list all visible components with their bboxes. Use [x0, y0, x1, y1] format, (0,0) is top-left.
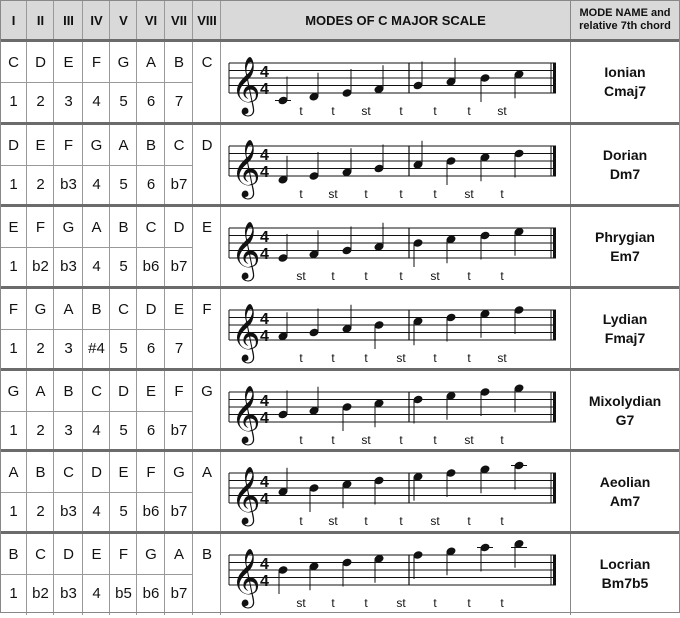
step-label: t [299, 187, 303, 201]
relative-chord: G7 [615, 411, 635, 428]
degree-cell [193, 574, 221, 613]
step-label: t [433, 187, 437, 201]
step-label: t [433, 104, 437, 118]
step-label: t [467, 596, 471, 610]
staff-svg [221, 452, 570, 531]
step-label: t [364, 596, 368, 610]
step-label: t [399, 269, 403, 283]
step-label: t [364, 514, 368, 528]
final-barline [553, 310, 556, 340]
time-signature-top: 4 [260, 229, 269, 246]
note-cell: F [91, 53, 102, 71]
roman-numeral-header: VIII [193, 0, 221, 40]
degree-cell [193, 411, 221, 450]
final-barline [553, 63, 556, 93]
step-label: t [331, 104, 335, 118]
note-cell: G [7, 382, 20, 400]
note-cell: G [145, 545, 157, 563]
note-cell: E [173, 300, 184, 318]
roman-numeral-header: III [54, 0, 83, 40]
degree-cell: b7 [170, 503, 188, 520]
degree-cell: 1 [9, 340, 18, 357]
note-cell: A [35, 382, 46, 400]
roman-numeral-header: VII [165, 0, 193, 40]
degree-cell: b6 [142, 585, 160, 602]
degree-cell: 2 [36, 176, 45, 193]
cell-divider [0, 574, 193, 575]
step-label: t [331, 269, 335, 283]
step-label: t [467, 104, 471, 118]
degree-cell: b7 [170, 176, 188, 193]
final-barline [553, 146, 556, 176]
roman-numeral-header: IV [83, 0, 110, 40]
degree-cell: 2 [36, 340, 45, 357]
note-cell: G [34, 300, 47, 318]
degree-cell: 1 [9, 503, 18, 520]
note-cell: A [145, 53, 156, 71]
step-label: t [299, 351, 303, 365]
time-signature-top: 4 [260, 393, 269, 410]
staff-notation [221, 207, 570, 286]
note-cell: B [63, 382, 74, 400]
staff-notation [221, 42, 570, 121]
treble-clef-icon: 𝄞 [231, 222, 261, 278]
note-cell: E [145, 382, 156, 400]
final-barline [553, 473, 556, 503]
note-cell: D [8, 136, 19, 154]
time-signature-top: 4 [260, 474, 269, 491]
degree-cell [193, 247, 221, 286]
note-cell: E [35, 136, 46, 154]
note-cell: E [63, 53, 74, 71]
step-label: t [399, 514, 403, 528]
mode-name-header [570, 0, 680, 40]
time-signature-top: 4 [260, 311, 269, 328]
note-cell: D [118, 382, 129, 400]
degree-cell [193, 165, 221, 204]
degree-cell: 5 [119, 503, 128, 520]
note-cell: C [35, 545, 46, 563]
time-signature-top: 4 [260, 147, 269, 164]
degree-cell: #4 [88, 340, 105, 357]
step-label: t [399, 433, 403, 447]
note-cell: G [201, 382, 213, 400]
staff-notation [221, 125, 570, 204]
note-cell: D [173, 218, 185, 236]
degree-cell: 1 [9, 585, 18, 602]
mode-name: Mixolydian [588, 392, 662, 409]
time-signature-top: 4 [260, 64, 269, 81]
step-label: st [497, 104, 507, 118]
note-cell: B [201, 545, 212, 563]
staff-svg [221, 207, 570, 286]
mode-name-cell [570, 452, 680, 531]
mode-name-cell [570, 289, 680, 368]
staff-svg [221, 42, 570, 121]
degree-cell: 5 [119, 93, 128, 110]
note-cell: B [118, 218, 129, 236]
degree-cell: 6 [146, 176, 156, 193]
staff-notation [221, 371, 570, 450]
note-cell: D [145, 300, 157, 318]
step-label: t [500, 187, 504, 201]
mode-name: Lydian [602, 310, 648, 327]
note-cell: C [63, 463, 74, 481]
treble-clef-icon: 𝄞 [231, 304, 261, 360]
note-cell: B [35, 463, 46, 481]
step-label: t [399, 104, 403, 118]
degree-cell: b5 [115, 585, 132, 602]
treble-clef-icon: 𝄞 [231, 549, 261, 605]
note-cell: B [173, 53, 184, 71]
degree-cell: 6 [146, 340, 156, 357]
degree-cell: 4 [92, 422, 101, 439]
final-barline [553, 392, 556, 422]
degree-cell: 2 [36, 503, 45, 520]
degree-cell: 4 [92, 93, 101, 110]
note-cell: C [201, 53, 213, 71]
staff-notation [221, 289, 570, 368]
chart-title: MODES OF C MAJOR SCALE [221, 0, 570, 40]
note-cell: A [118, 136, 129, 154]
degree-cell: 3 [64, 93, 73, 110]
cell-divider [0, 411, 193, 412]
degree-cell: 1 [9, 93, 18, 110]
degree-cell: 1 [9, 422, 18, 439]
mode-name-cell [570, 534, 680, 613]
degree-cell: b6 [142, 503, 160, 520]
degree-cell: 3 [64, 340, 73, 357]
step-label: st [328, 187, 338, 201]
roman-numeral-header: VI [137, 0, 165, 40]
step-label: t [364, 269, 368, 283]
relative-chord: Dm7 [609, 165, 641, 182]
step-label: t [364, 351, 368, 365]
note-cell: C [118, 300, 129, 318]
mode-name-cell [570, 371, 680, 450]
cell-divider [0, 82, 193, 83]
note-cell: G [117, 53, 130, 71]
time-signature-top: 4 [260, 556, 269, 573]
cell-divider [0, 165, 193, 166]
note-cell: A [201, 463, 212, 481]
note-cell: C [8, 53, 19, 71]
degree-cell: 4 [92, 258, 101, 275]
degree-cell: b2 [32, 258, 49, 275]
cell-divider [0, 247, 193, 248]
step-label: t [331, 596, 335, 610]
step-label: t [500, 596, 504, 610]
note-cell: F [118, 545, 129, 563]
note-cell: F [202, 300, 212, 318]
relative-chord: Fmaj7 [604, 329, 646, 346]
degree-cell: 5 [119, 258, 128, 275]
treble-clef-icon: 𝄞 [231, 57, 261, 113]
step-label: t [500, 433, 504, 447]
step-label: t [500, 269, 504, 283]
step-label: t [433, 351, 437, 365]
relative-chord: Em7 [610, 247, 640, 264]
treble-clef-icon: 𝄞 [231, 386, 261, 442]
degree-cell: 6 [146, 422, 156, 439]
step-label: t [331, 433, 335, 447]
degree-cell: 1 [9, 258, 18, 275]
step-label: st [328, 514, 338, 528]
step-label: t [500, 514, 504, 528]
note-cell: C [91, 382, 102, 400]
step-label: t [364, 187, 368, 201]
staff-svg [221, 125, 570, 204]
staff-notation [221, 534, 570, 613]
cell-divider [0, 492, 193, 493]
note-cell: E [91, 545, 102, 563]
time-signature-bottom: 4 [260, 410, 269, 427]
note-cell: G [62, 218, 75, 236]
time-signature-bottom: 4 [260, 164, 269, 181]
time-signature-bottom: 4 [260, 328, 269, 345]
roman-numeral-header: V [110, 0, 137, 40]
step-label: t [299, 433, 303, 447]
degree-cell: 5 [119, 340, 128, 357]
relative-chord: Am7 [609, 492, 641, 509]
degree-cell: 2 [36, 93, 45, 110]
relative-chord: Bm7b5 [601, 574, 649, 591]
degree-cell: 5 [119, 422, 128, 439]
staff-notation [221, 452, 570, 531]
note-cell: G [90, 136, 103, 154]
degree-cell: 7 [174, 93, 184, 110]
step-label: st [361, 104, 371, 118]
mode-name-cell [570, 125, 680, 204]
note-cell: E [118, 463, 129, 481]
treble-clef-icon: 𝄞 [231, 467, 261, 523]
note-cell: F [174, 382, 184, 400]
mode-name: Ionian [604, 63, 646, 80]
final-barline [553, 228, 556, 258]
degree-cell: 6 [146, 93, 156, 110]
time-signature-bottom: 4 [260, 491, 269, 508]
degree-cell: 7 [174, 340, 184, 357]
note-cell: B [91, 300, 102, 318]
step-label: st [464, 187, 474, 201]
staff-svg [221, 371, 570, 450]
degree-cell: b7 [170, 585, 188, 602]
step-label: t [467, 351, 471, 365]
degree-cell: 1 [9, 176, 18, 193]
treble-clef-icon: 𝄞 [231, 140, 261, 196]
note-cell: E [201, 218, 212, 236]
note-cell: F [35, 218, 46, 236]
note-cell: D [91, 463, 102, 481]
header-divider [570, 0, 571, 40]
note-cell: B [145, 136, 156, 154]
note-cell: A [173, 545, 184, 563]
degree-cell: b2 [32, 585, 49, 602]
step-label: t [299, 514, 303, 528]
degree-cell: 3 [64, 422, 73, 439]
mode-name: Dorian [602, 146, 648, 163]
note-cell: D [35, 53, 46, 71]
step-label: st [296, 269, 306, 283]
degree-cell: 4 [92, 503, 101, 520]
note-cell: B [8, 545, 19, 563]
note-cell: G [173, 463, 185, 481]
note-cell: C [173, 136, 185, 154]
time-signature-bottom: 4 [260, 246, 269, 263]
note-cell: C [145, 218, 157, 236]
step-label: st [464, 433, 474, 447]
step-label: st [396, 351, 406, 365]
staff-svg [221, 534, 570, 613]
note-cell: D [63, 545, 74, 563]
step-label: st [361, 433, 371, 447]
step-label: t [433, 433, 437, 447]
degree-cell: 2 [36, 422, 45, 439]
step-label: t [467, 514, 471, 528]
step-label: t [331, 351, 335, 365]
relative-chord: Cmaj7 [603, 82, 647, 99]
step-label: st [296, 596, 306, 610]
cell-divider [0, 329, 193, 330]
roman-numeral-header: I [0, 0, 27, 40]
step-label: t [467, 269, 471, 283]
step-label: t [399, 187, 403, 201]
mode-header-line1: MODE NAME and [579, 7, 671, 19]
step-label: st [430, 269, 440, 283]
mode-name: Phrygian [595, 228, 655, 245]
note-cell: F [8, 300, 19, 318]
mode-name: Locrian [599, 555, 651, 572]
degree-cell: b6 [142, 258, 160, 275]
roman-numeral-header: II [27, 0, 54, 40]
mode-name: Aeolian [599, 473, 651, 490]
note-cell: E [8, 218, 19, 236]
note-cell: A [91, 218, 102, 236]
staff-svg [221, 289, 570, 368]
degree-cell [193, 492, 221, 531]
note-cell: A [8, 463, 19, 481]
degree-cell [193, 82, 221, 121]
degree-cell: b3 [60, 503, 77, 520]
degree-cell: b7 [170, 422, 188, 439]
step-label: t [433, 596, 437, 610]
time-signature-bottom: 4 [260, 81, 269, 98]
step-label: t [299, 104, 303, 118]
degree-cell: 4 [92, 585, 101, 602]
degree-cell [193, 329, 221, 368]
degree-cell: b3 [60, 258, 77, 275]
degree-cell: b7 [170, 258, 188, 275]
degree-cell: 5 [119, 176, 128, 193]
note-cell: F [146, 463, 156, 481]
step-label: st [430, 514, 440, 528]
final-barline [553, 555, 556, 585]
degree-cell: b3 [60, 176, 77, 193]
degree-cell: 4 [92, 176, 101, 193]
mode-name-cell [570, 42, 680, 121]
note-cell: A [63, 300, 74, 318]
mode-header-line2: relative 7th chord [579, 20, 671, 32]
mode-name-cell [570, 207, 680, 286]
step-label: st [396, 596, 406, 610]
note-cell: F [63, 136, 74, 154]
step-label: st [497, 351, 507, 365]
degree-cell: b3 [60, 585, 77, 602]
time-signature-bottom: 4 [260, 573, 269, 590]
note-cell: D [201, 136, 213, 154]
